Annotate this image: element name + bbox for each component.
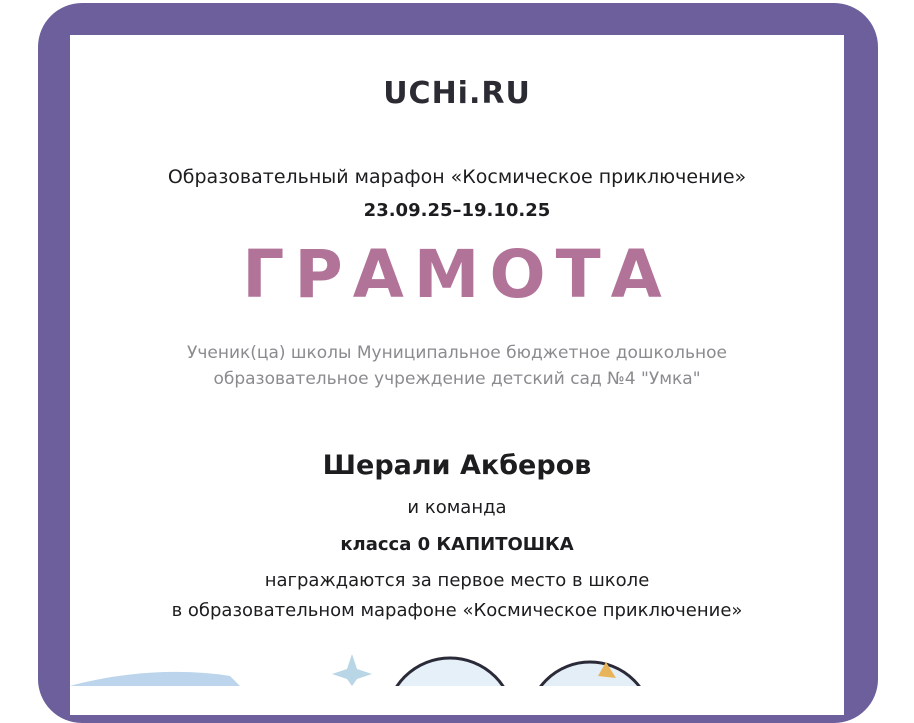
award-line-2: в образовательном марафоне «Космическое приключение» <box>171 600 743 621</box>
planet-character-icon <box>386 658 514 686</box>
event-dates: 23.09.25–19.10.25 <box>363 200 551 221</box>
class-line: класса 0 КАПИТОШКА <box>340 534 574 555</box>
school-line-2: образовательное учреждение детский сад №4 "Умка" <box>213 369 701 389</box>
school-line-1: Ученик(ца) школы Муниципальное бюджетное дошкольное <box>186 343 727 363</box>
award-line-1: награждаются за первое место в школе <box>264 570 650 591</box>
student-name: Шерали Акберов <box>322 450 592 481</box>
sparkle-star-icon <box>332 654 372 686</box>
uchi-logo: UCHi.RU <box>383 76 531 111</box>
wave-decoration <box>70 672 240 686</box>
event-line: Образовательный марафон «Космическое приключение» <box>167 166 747 188</box>
planet-character-icon <box>528 662 652 686</box>
certificate-title: ГРАМОТА <box>242 236 672 313</box>
team-line: и команда <box>407 497 507 518</box>
